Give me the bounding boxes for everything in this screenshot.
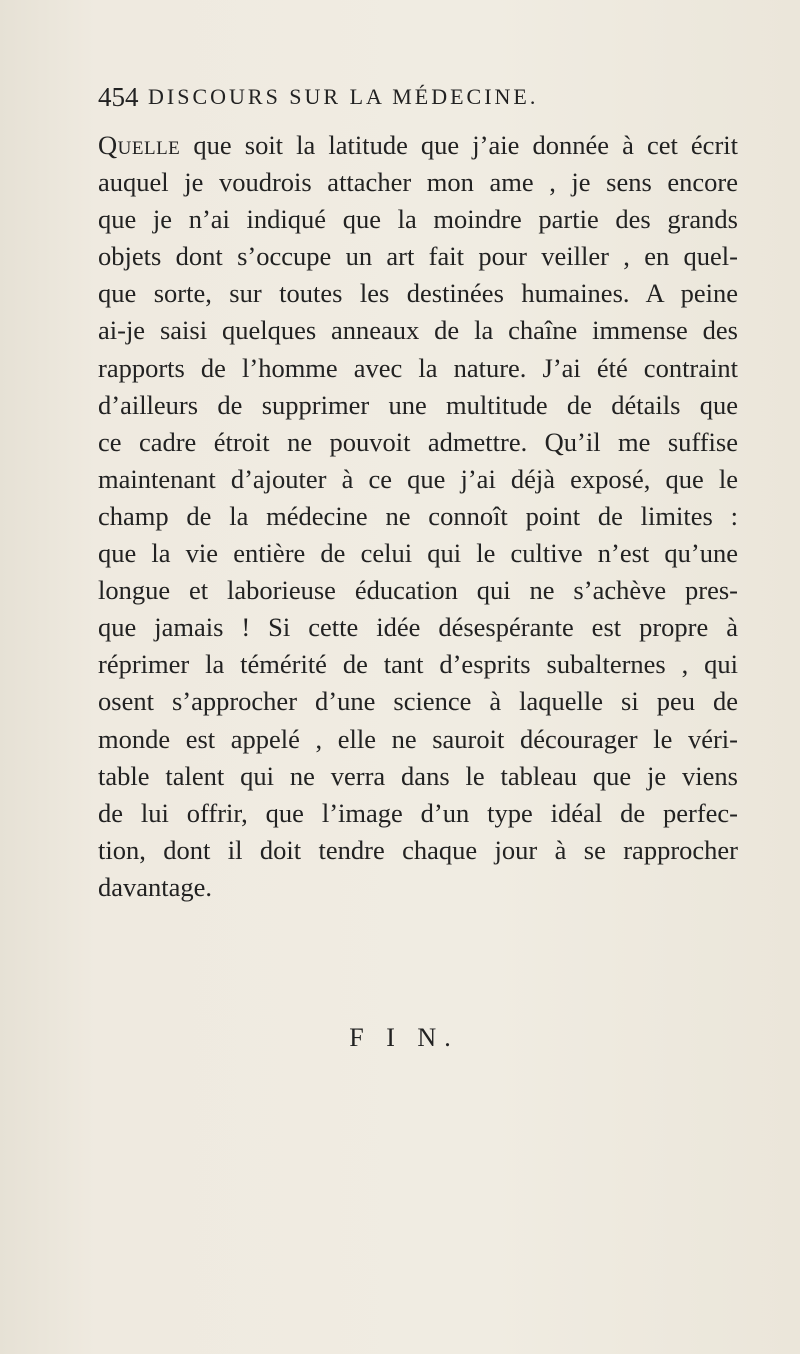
text-line: de lui offrir, que l’image d’un type idéal de perfec- bbox=[98, 797, 738, 828]
text-line: ce cadre étroit ne pouvoit admettre. Qu’il me suffise bbox=[98, 426, 738, 457]
text-line: champ de la médecine ne connoît point de limites : bbox=[98, 500, 738, 531]
text-line: rapports de l’homme avec la nature. J’ai été contraint bbox=[98, 352, 738, 383]
fin-closing: F I N. bbox=[349, 1023, 459, 1052]
page-header bbox=[98, 78, 738, 118]
drop-word: Quelle bbox=[98, 130, 181, 160]
text-line: que la vie entière de celui qui le cultive n’est qu’une bbox=[98, 538, 738, 569]
first-line-text: que soit la latitude que j’aie donnée à cet écrit bbox=[180, 130, 738, 160]
body-paragraph bbox=[98, 127, 738, 906]
text-line: davantage. bbox=[98, 871, 213, 902]
text-line: que je n’ai indiqué que la moindre partie des grands bbox=[98, 204, 738, 235]
text-line: table talent qui ne verra dans le tableau que je viens bbox=[98, 760, 738, 791]
text-line: que jamais ! Si cette idée désespérante est propre à bbox=[98, 612, 738, 643]
page-number: 454 bbox=[98, 82, 139, 112]
text-line: tion, dont il doit tendre chaque jour à se rapprocher bbox=[98, 834, 738, 865]
text-line: objets dont s’occupe un art fait pour veiller , en quel- bbox=[98, 241, 738, 272]
text-line: auquel je voudrois attacher mon ame , je sens encore bbox=[98, 167, 738, 198]
text-line: monde est appelé , elle ne sauroit décourager le véri- bbox=[98, 723, 738, 754]
text-line: réprimer la témérité de tant d’esprits subalternes , qui bbox=[98, 649, 738, 680]
text-line: longue et laborieuse éducation qui ne s’achève pres- bbox=[98, 575, 738, 606]
text-line: que sorte, sur toutes les destinées humaines. A peine bbox=[98, 278, 738, 309]
running-title: DISCOURS SUR LA MÉDECINE. bbox=[148, 84, 539, 109]
text-line bbox=[98, 127, 738, 164]
text-line: maintenant d’ajouter à ce que j’ai déjà exposé, que le bbox=[98, 463, 738, 494]
text-line: ai-je saisi quelques anneaux de la chaîne immense des bbox=[98, 315, 738, 346]
text-line: d’ailleurs de supprimer une multitude de détails que bbox=[98, 389, 738, 420]
text-line: osent s’approcher d’une science à laquelle si peu de bbox=[98, 686, 738, 717]
